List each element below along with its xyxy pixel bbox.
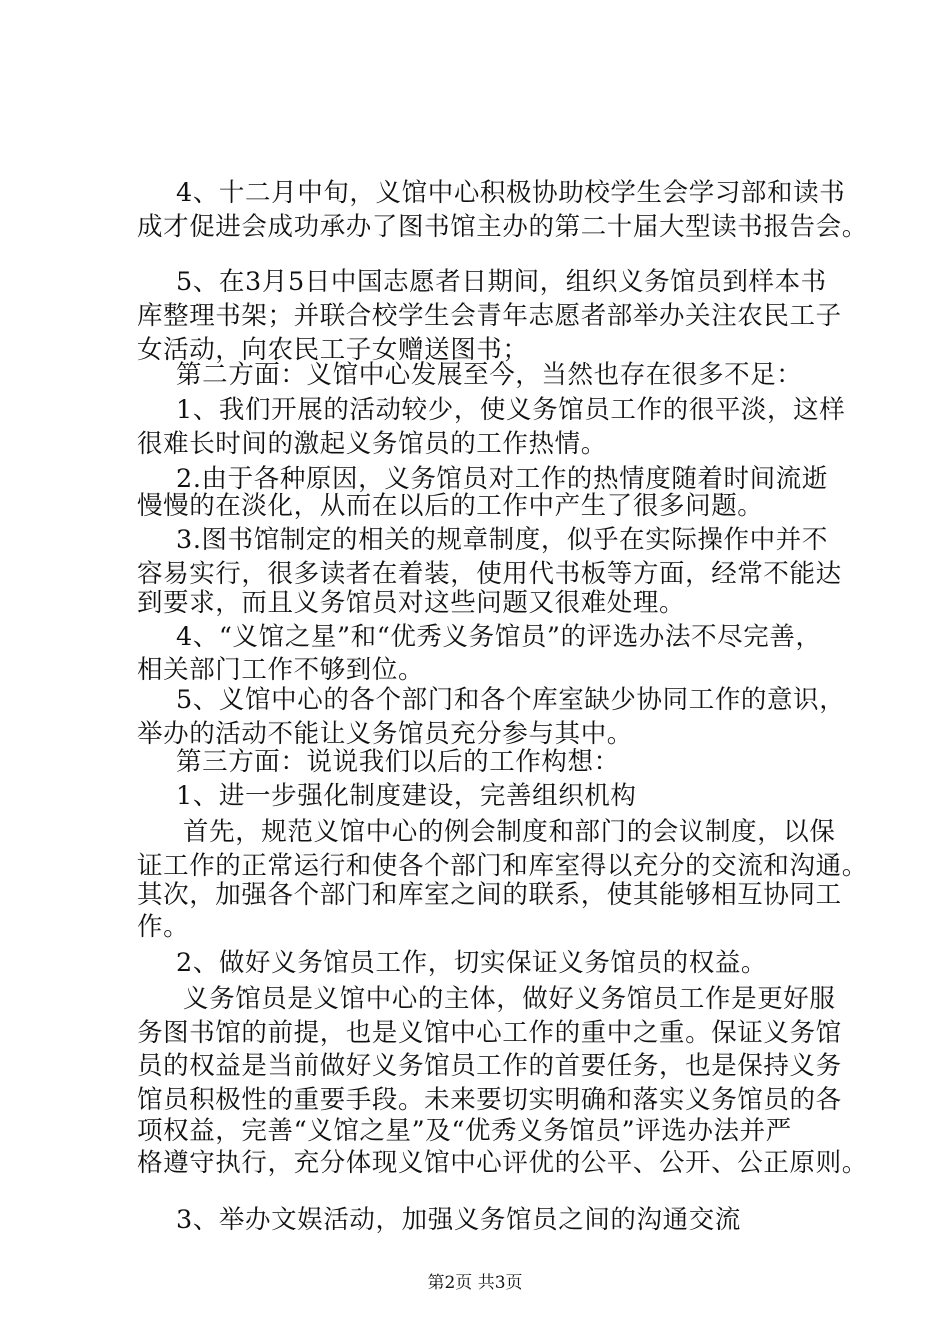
text-line: 1、我们开展的活动较少，使义务馆员工作的很平淡，这样 bbox=[176, 395, 846, 425]
text-line: 4、十二月中旬，义馆中心积极协助校学生会学习部和读书 bbox=[176, 178, 846, 208]
text-line: 很难长时间的激起义务馆员的工作热情。 bbox=[137, 429, 607, 459]
section-heading: 第三方面：说说我们以后的工作构想： bbox=[176, 747, 620, 777]
text-line: 女活动，向农民工子女赠送图书； bbox=[137, 335, 529, 365]
text-line: 馆员积极性的重要手段。未来要切实明确和落实义务馆员的各 bbox=[137, 1085, 842, 1115]
text-line: 证工作的正常运行和使各个部门和库室得以充分的交流和沟通。 bbox=[137, 851, 868, 881]
text-line: 格遵守执行，充分体现义馆中心评优的公平、公开、公正原则。 bbox=[137, 1148, 868, 1178]
text-line: 到要求，而且义务馆员对这些问题又很难处理。 bbox=[137, 588, 686, 618]
page-footer: 第2页 共3页 bbox=[427, 1273, 523, 1293]
text-line: 作。 bbox=[137, 912, 190, 942]
text-line: 务图书馆的前提，也是义馆中心工作的重中之重。保证义务馆 bbox=[137, 1018, 842, 1048]
text-line: 员的权益是当前做好义务馆员工作的首要任务，也是保持义务 bbox=[137, 1051, 842, 1081]
text-line: 首先，规范义馆中心的例会制度和部门的会议制度，以保 bbox=[183, 817, 836, 847]
text-line: 相关部门工作不够到位。 bbox=[137, 655, 425, 685]
text-line: 2.由于各种原因，义务馆员对工作的热情度随着时间流逝 bbox=[176, 464, 828, 494]
text-line: 1、进一步强化制度建设，完善组织机构 bbox=[176, 781, 637, 811]
text-line: 义务馆员是义馆中心的主体，做好义务馆员工作是更好服 bbox=[183, 984, 836, 1014]
text-line: 容易实行，很多读者在着装，使用代书板等方面，经常不能达 bbox=[137, 559, 842, 589]
text-line: 举办的活动不能让义务馆员充分参与其中。 bbox=[137, 719, 633, 749]
text-line: 项权益，完善“义馆之星”及“优秀义务馆员”评选办法并严 bbox=[137, 1116, 792, 1146]
section-heading: 第二方面：义馆中心发展至今，当然也存在很多不足： bbox=[176, 360, 803, 390]
text-line: 3.图书馆制定的相关的规章制度，似乎在实际操作中并不 bbox=[176, 525, 828, 555]
text-line: 4、“义馆之星”和“优秀义务馆员”的评选办法不尽完善， bbox=[176, 622, 822, 652]
text-line: 库整理书架；并联合校学生会青年志愿者部举办关注农民工子 bbox=[137, 301, 842, 331]
text-line: 慢慢的在淡化，从而在以后的工作中产生了很多问题。 bbox=[137, 491, 764, 521]
text-line: 5、在3月5日中国志愿者日期间，组织义务馆员到样本书 bbox=[176, 267, 827, 297]
text-line: 5、义馆中心的各个部门和各个库室缺少协同工作的意识， bbox=[176, 685, 846, 715]
text-line: 3、举办文娱活动，加强义务馆员之间的沟通交流 bbox=[176, 1205, 741, 1235]
text-line: 其次，加强各个部门和库室之间的联系，使其能够相互协同工 bbox=[137, 880, 842, 910]
text-line: 2、做好义务馆员工作，切实保证义务馆员的权益。 bbox=[176, 948, 768, 978]
text-line: 成才促进会成功承办了图书馆主办的第二十届大型读书报告会。 bbox=[137, 212, 868, 242]
